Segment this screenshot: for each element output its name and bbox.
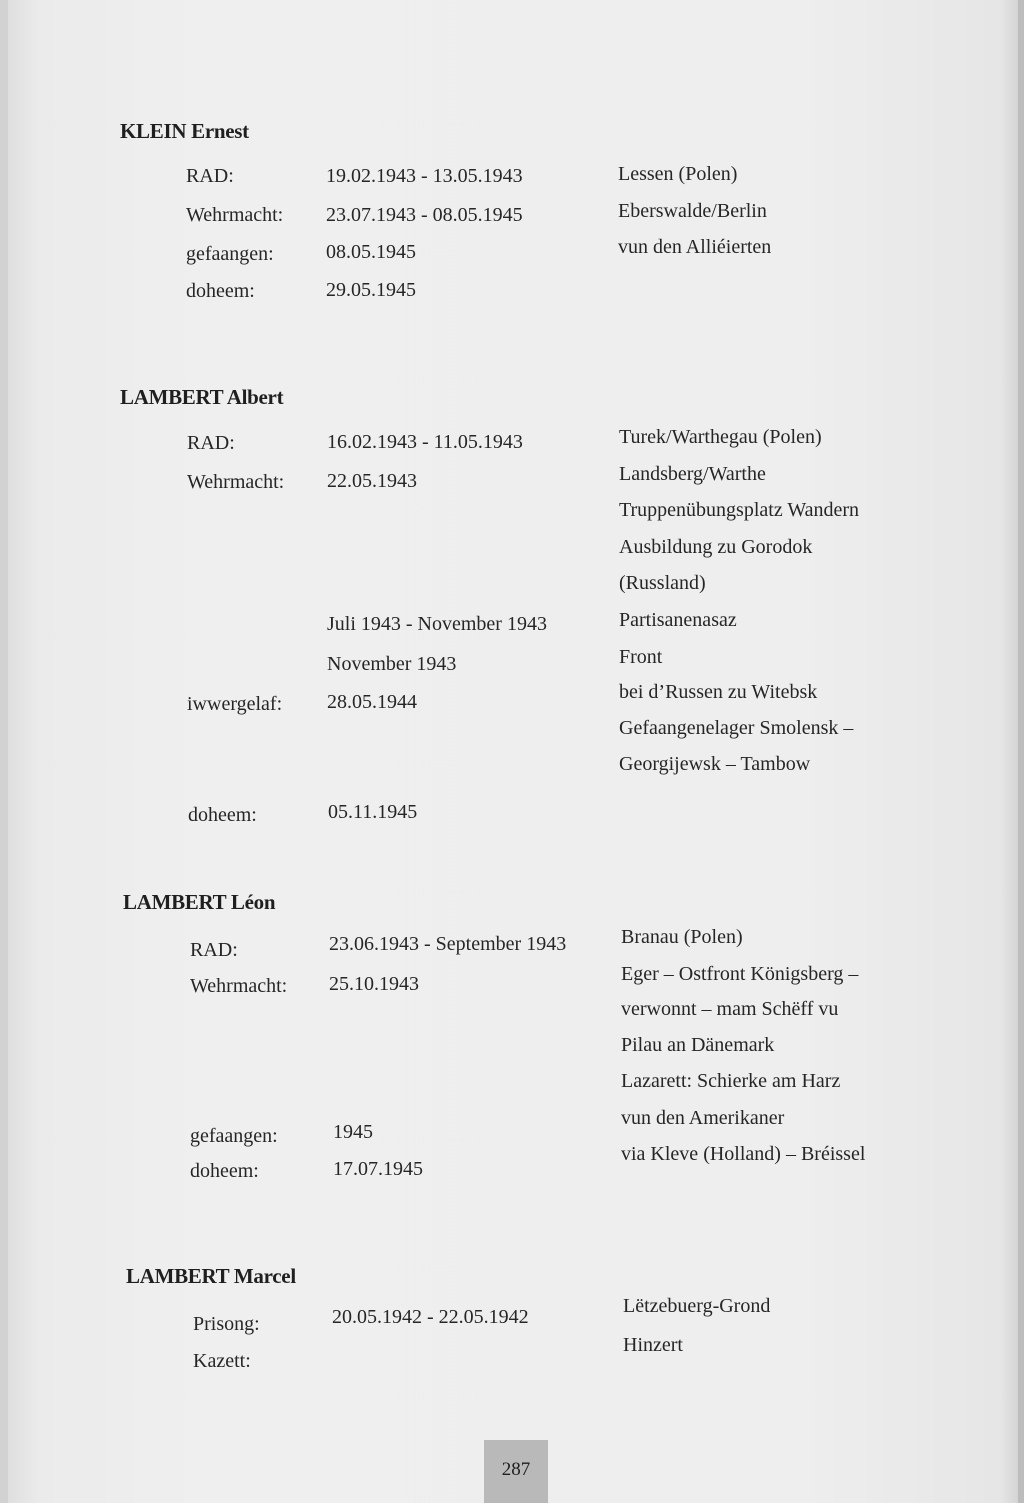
row-place: Front <box>619 646 663 668</box>
row-date: 28.05.1944 <box>327 691 417 713</box>
row-date: 1945 <box>333 1121 373 1143</box>
row-place: Hinzert <box>623 1334 683 1356</box>
row-date: 05.11.1945 <box>328 801 418 823</box>
row-place: Landsberg/Warthe <box>619 463 766 485</box>
row-place: (Russland) <box>619 572 706 594</box>
row-place: Eberswalde/Berlin <box>618 200 767 222</box>
row-place: Branau (Polen) <box>621 926 743 948</box>
row-label: Kazett: <box>193 1350 251 1372</box>
row-date: 19.02.1943 - 13.05.1943 <box>326 165 523 187</box>
row-place: Truppenübungsplatz Wandern <box>619 499 860 521</box>
row-label: doheem: <box>186 280 255 302</box>
row-place: Georgijewsk – Tambow <box>619 753 811 775</box>
row-label: doheem: <box>190 1160 259 1182</box>
row-date: 29.05.1945 <box>326 279 416 301</box>
row-label: Wehrmacht: <box>187 471 285 493</box>
row-place: Lëtzebuerg-Grond <box>623 1295 771 1317</box>
row-label: Wehrmacht: <box>186 204 284 226</box>
row-label: RAD: <box>190 939 238 961</box>
row-place: vun den Alliéierten <box>618 236 772 258</box>
row-label: gefaangen: <box>186 243 274 265</box>
row-place: via Kleve (Holland) – Bréissel <box>621 1143 866 1165</box>
row-date: November 1943 <box>327 653 457 675</box>
page-number: 287 <box>484 1440 548 1503</box>
row-label: Prisong: <box>193 1313 260 1335</box>
row-label: RAD: <box>186 165 234 187</box>
row-date: 22.05.1943 <box>327 470 417 492</box>
page-edge-shadow <box>1018 0 1024 1503</box>
row-place: vun den Amerikaner <box>621 1107 785 1129</box>
person-name: LAMBERT Léon <box>123 890 276 914</box>
row-label: gefaangen: <box>190 1125 278 1147</box>
person-name: KLEIN Ernest <box>120 119 249 143</box>
row-date: 20.05.1942 - 22.05.1942 <box>332 1306 529 1328</box>
row-date: 16.02.1943 - 11.05.1943 <box>327 431 523 453</box>
row-label: RAD: <box>187 432 235 454</box>
row-date: 23.06.1943 - September 1943 <box>329 933 567 955</box>
row-place: bei d’Russen zu Witebsk <box>619 681 818 703</box>
row-place: Ausbildung zu Gorodok <box>619 536 813 558</box>
row-place: Partisanenasaz <box>619 609 737 631</box>
row-date: 23.07.1943 - 08.05.1945 <box>326 204 523 226</box>
row-place: Pilau an Dänemark <box>621 1034 775 1056</box>
person-name: LAMBERT Marcel <box>126 1264 296 1288</box>
row-label: iwwergelaf: <box>187 693 283 715</box>
row-date: 25.10.1943 <box>329 973 419 995</box>
row-date: 08.05.1945 <box>326 241 416 263</box>
row-place: verwonnt – mam Schëff vu <box>621 998 839 1020</box>
row-place: Turek/Warthegau (Polen) <box>619 426 822 448</box>
row-place: Lessen (Polen) <box>618 163 738 185</box>
person-name: LAMBERT Albert <box>120 385 284 409</box>
page-gutter-shadow <box>0 0 8 1503</box>
row-place: Eger – Ostfront Königsberg – <box>621 963 859 985</box>
row-date: Juli 1943 - November 1943 <box>327 613 547 635</box>
row-place: Lazarett: Schierke am Harz <box>621 1070 841 1092</box>
row-date: 17.07.1945 <box>333 1158 423 1180</box>
row-label: Wehrmacht: <box>190 975 288 997</box>
row-label: doheem: <box>188 804 257 826</box>
row-place: Gefaangenelager Smolensk – <box>619 717 854 739</box>
